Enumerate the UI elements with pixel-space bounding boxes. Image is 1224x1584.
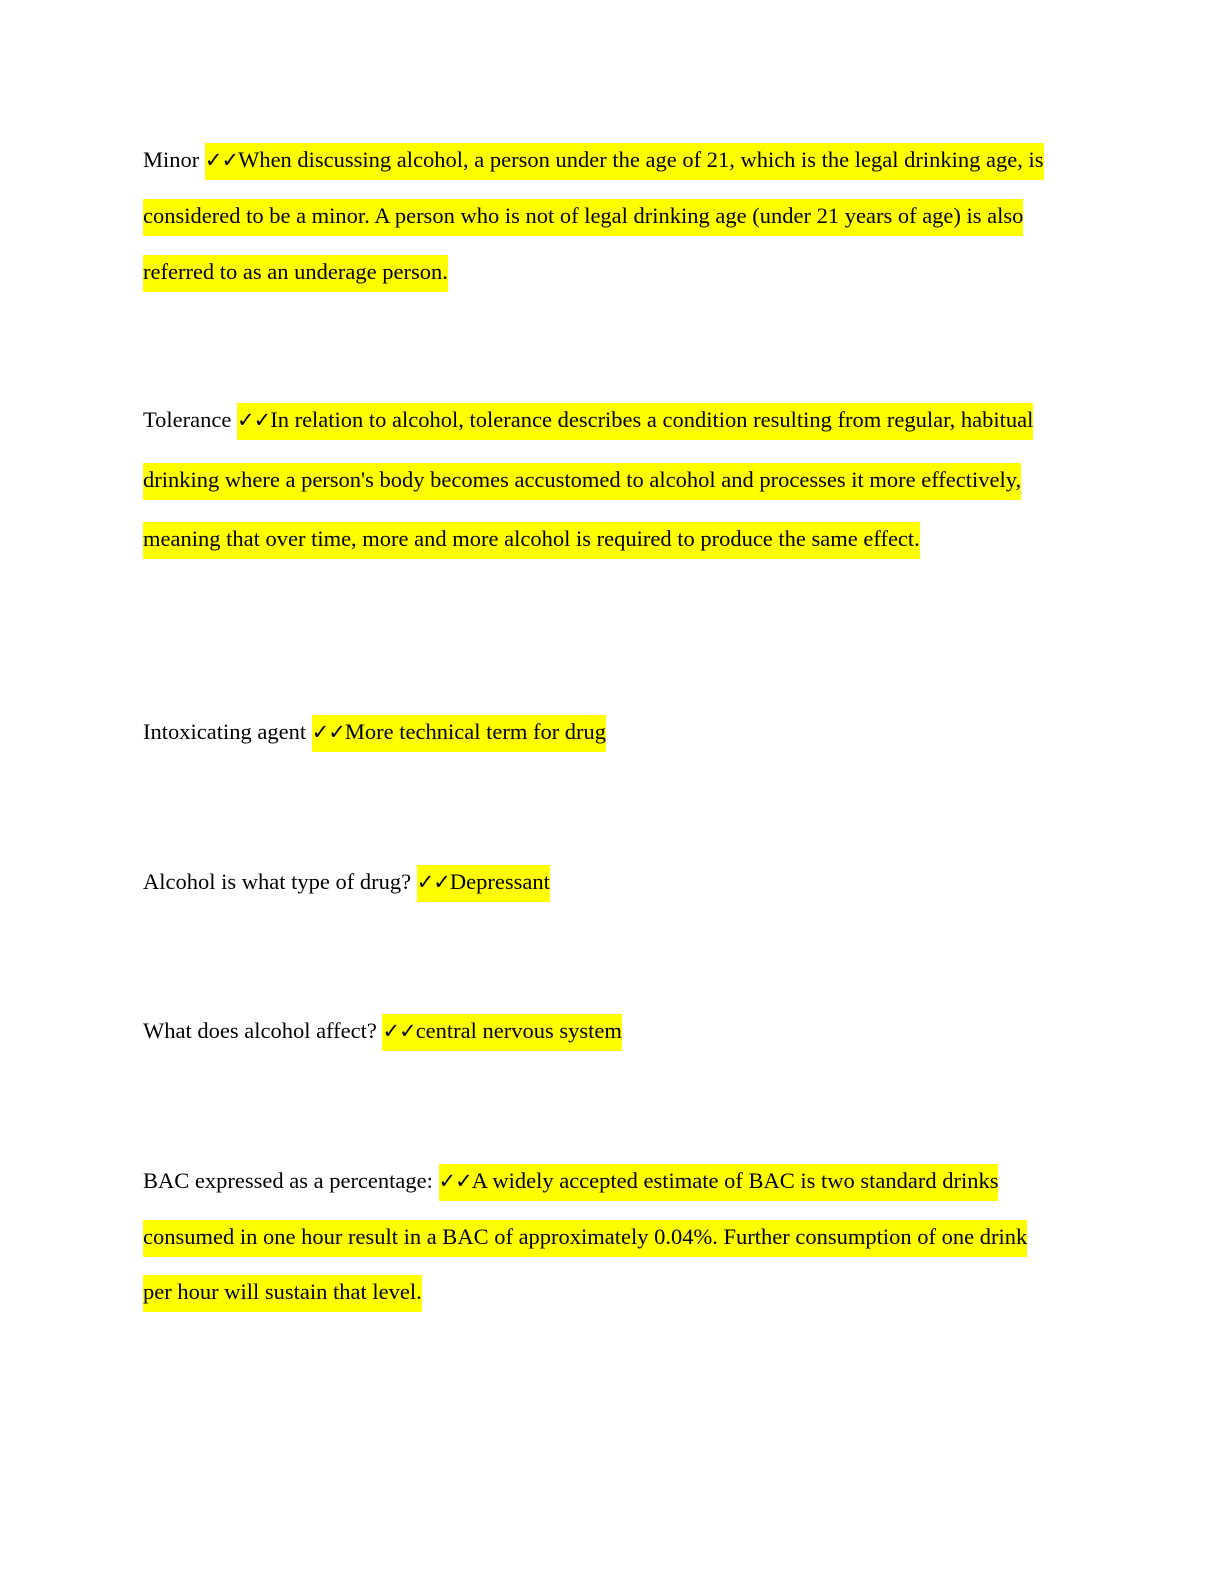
answer-text: More technical term for drug [344, 719, 607, 744]
double-check-icon: ✓✓ [438, 1169, 472, 1193]
term-label: Alcohol is what type of drug? [143, 869, 412, 894]
answer-text: In relation to alcohol, tolerance describes a condition resulting from regular, habitual drinking where a person's body becomes accustomed to alcohol and processes it more effectively, meaning that over time, more and more alcohol is required to produce the same effect. [143, 407, 1034, 551]
double-check-icon: ✓✓ [237, 408, 271, 432]
flashcard-entry-alcohol-affect [143, 1003, 1058, 1059]
flashcard-entry-tolerance [143, 390, 1058, 568]
answer-highlight [312, 715, 606, 752]
flashcard-entry-minor [143, 132, 1058, 300]
term-label: What does alcohol affect? [143, 1018, 377, 1043]
double-check-icon: ✓✓ [416, 870, 450, 894]
term-label: Tolerance [143, 407, 232, 432]
answer-text: Depressant [449, 869, 550, 894]
flashcard-entry-bac [143, 1153, 1058, 1319]
term-label: BAC expressed as a percentage: [143, 1168, 433, 1193]
answer-text: When discussing alcohol, a person under the age of 21, which is the legal drinking age, is considered to be a minor. A person who is not of legal drinking age (under 21 years of age) is also referred to as an underage person. [143, 147, 1044, 284]
answer-highlight [417, 865, 550, 902]
double-check-icon: ✓✓ [204, 148, 239, 172]
double-check-icon: ✓✓ [382, 1019, 416, 1043]
flashcard-entry-drug-type [143, 854, 1058, 910]
answer-text: A widely accepted estimate of BAC is two standard drinks consumed in one hour result in a BAC of approximately 0.04%. Further consumption of one drink per hour will sustain that level. [143, 1168, 1028, 1304]
answer-text: central nervous system [415, 1018, 622, 1043]
answer-highlight [143, 403, 1033, 559]
answer-highlight [143, 143, 1044, 292]
double-check-icon: ✓✓ [311, 720, 345, 744]
flashcard-entry-intoxicating-agent [143, 704, 1058, 760]
term-label: Intoxicating agent [143, 719, 307, 744]
answer-highlight [382, 1014, 621, 1051]
term-label: Minor [143, 147, 200, 172]
